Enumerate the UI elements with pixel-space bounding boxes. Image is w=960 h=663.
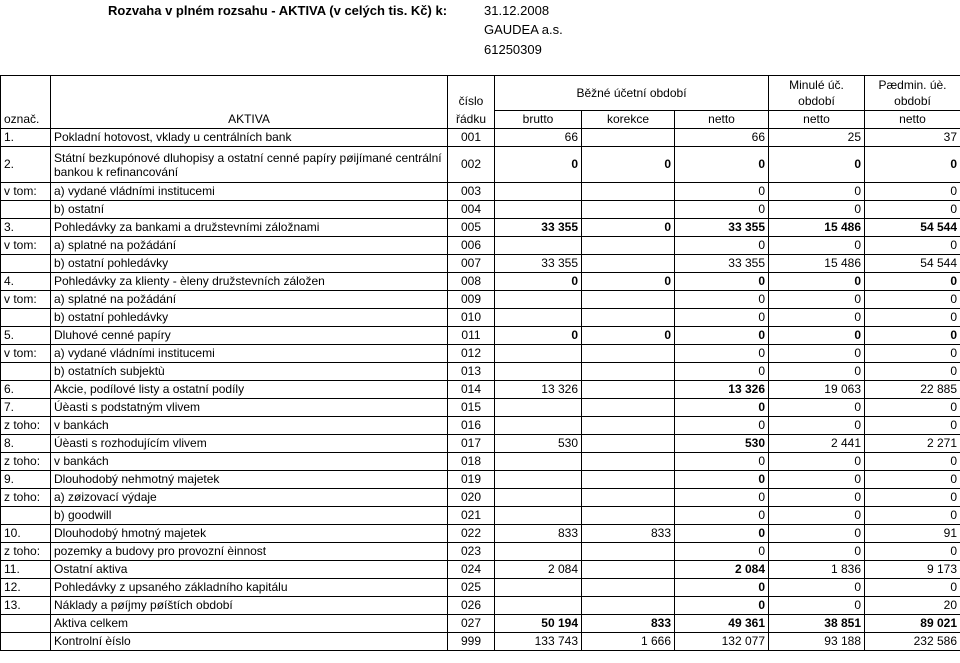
row-number: 014 bbox=[448, 381, 495, 399]
row-label: b) goodwill bbox=[51, 507, 448, 525]
value-korekce bbox=[582, 579, 675, 597]
value-netto-prev: 0 bbox=[769, 309, 865, 327]
value-brutto bbox=[495, 489, 582, 507]
table-row bbox=[1, 417, 960, 435]
value-netto-preprev: 232 586 bbox=[865, 633, 960, 651]
row-label: a) splatné na požádání bbox=[51, 291, 448, 309]
value-netto-preprev: 0 bbox=[865, 453, 960, 471]
row-code: z toho: bbox=[1, 417, 51, 435]
value-brutto bbox=[495, 363, 582, 381]
value-netto-prev: 2 441 bbox=[769, 435, 865, 453]
value-netto: 0 bbox=[675, 399, 769, 417]
value-korekce bbox=[582, 381, 675, 399]
value-netto-preprev: 22 885 bbox=[865, 381, 960, 399]
row-number: 019 bbox=[448, 471, 495, 489]
value-netto-prev: 0 bbox=[769, 273, 865, 291]
row-label: b) ostatních subjektù bbox=[51, 363, 448, 381]
row-label: b) ostatní pohledávky bbox=[51, 309, 448, 327]
table-row bbox=[1, 255, 960, 273]
table-row bbox=[1, 273, 960, 291]
value-korekce: 833 bbox=[582, 525, 675, 543]
row-label: a) vydané vládními institucemi bbox=[51, 183, 448, 201]
row-code: 11. bbox=[1, 561, 51, 579]
value-brutto: 0 bbox=[495, 147, 582, 183]
value-brutto bbox=[495, 471, 582, 489]
value-netto: 33 355 bbox=[675, 255, 769, 273]
value-brutto bbox=[495, 507, 582, 525]
row-label: v bankách bbox=[51, 453, 448, 471]
value-brutto: 66 bbox=[495, 129, 582, 147]
value-netto-preprev: 0 bbox=[865, 291, 960, 309]
value-netto-prev: 0 bbox=[769, 399, 865, 417]
row-code: v tom: bbox=[1, 291, 51, 309]
col-prev-period-2: období bbox=[769, 93, 865, 111]
value-netto-preprev: 0 bbox=[865, 471, 960, 489]
col-korekce: korekce bbox=[582, 111, 675, 129]
row-number: 011 bbox=[448, 327, 495, 345]
value-brutto: 0 bbox=[495, 327, 582, 345]
table-row bbox=[1, 561, 960, 579]
header-row-3 bbox=[1, 111, 960, 129]
row-code: 2. bbox=[1, 147, 51, 183]
row-label: Dlouhodobý hmotný majetek bbox=[51, 525, 448, 543]
table-row bbox=[1, 615, 960, 633]
row-code bbox=[1, 615, 51, 633]
value-netto-preprev: 0 bbox=[865, 417, 960, 435]
value-korekce bbox=[582, 309, 675, 327]
table-row bbox=[1, 291, 960, 309]
value-korekce: 833 bbox=[582, 615, 675, 633]
table-row bbox=[1, 507, 960, 525]
report-title-label: Rozvaha v plném rozsahu - AKTIVA (v celých tis. Kč) k: bbox=[108, 3, 448, 18]
row-code: 7. bbox=[1, 399, 51, 417]
row-number: 008 bbox=[448, 273, 495, 291]
value-brutto bbox=[495, 579, 582, 597]
value-netto-prev: 0 bbox=[769, 597, 865, 615]
value-netto-prev: 1 836 bbox=[769, 561, 865, 579]
row-number: 999 bbox=[448, 633, 495, 651]
value-netto-preprev: 0 bbox=[865, 309, 960, 327]
value-brutto: 133 743 bbox=[495, 633, 582, 651]
table-row bbox=[1, 579, 960, 597]
row-label: a) zøizovací výdaje bbox=[51, 489, 448, 507]
value-korekce bbox=[582, 291, 675, 309]
table-row bbox=[1, 381, 960, 399]
value-netto-preprev: 2 271 bbox=[865, 435, 960, 453]
value-netto: 0 bbox=[675, 291, 769, 309]
row-label: Dlouhodobý nehmotný majetek bbox=[51, 471, 448, 489]
row-code: 10. bbox=[1, 525, 51, 543]
value-netto: 0 bbox=[675, 453, 769, 471]
value-netto-preprev: 0 bbox=[865, 579, 960, 597]
row-number: 003 bbox=[448, 183, 495, 201]
row-label: Úèasti s rozhodujícím vlivem bbox=[51, 435, 448, 453]
table-row bbox=[1, 489, 960, 507]
row-label: Aktiva celkem bbox=[51, 615, 448, 633]
col-number-1: číslo bbox=[448, 93, 495, 111]
value-brutto: 0 bbox=[495, 273, 582, 291]
value-netto: 0 bbox=[675, 471, 769, 489]
value-netto-prev: 0 bbox=[769, 327, 865, 345]
value-netto-prev: 0 bbox=[769, 345, 865, 363]
value-netto-preprev: 0 bbox=[865, 327, 960, 345]
col-brutto: brutto bbox=[495, 111, 582, 129]
row-code: 1. bbox=[1, 129, 51, 147]
row-code: 6. bbox=[1, 381, 51, 399]
row-number: 009 bbox=[448, 291, 495, 309]
value-korekce bbox=[582, 183, 675, 201]
row-label: b) ostatní pohledávky bbox=[51, 255, 448, 273]
table-row bbox=[1, 327, 960, 345]
row-label: Akcie, podílové listy a ostatní podíly bbox=[51, 381, 448, 399]
value-netto: 2 084 bbox=[675, 561, 769, 579]
value-korekce: 0 bbox=[582, 273, 675, 291]
col-aktiva: AKTIVA bbox=[51, 111, 448, 129]
value-korekce bbox=[582, 363, 675, 381]
value-netto: 13 326 bbox=[675, 381, 769, 399]
report-date: 31.12.2008 bbox=[484, 3, 550, 18]
col-netto-preprev: netto bbox=[865, 111, 960, 129]
value-netto-prev: 0 bbox=[769, 507, 865, 525]
value-korekce bbox=[582, 237, 675, 255]
col-preprev-period-2: období bbox=[865, 93, 960, 111]
row-code: v tom: bbox=[1, 345, 51, 363]
value-netto: 0 bbox=[675, 363, 769, 381]
value-korekce bbox=[582, 435, 675, 453]
col-oznac: označ. bbox=[1, 111, 51, 129]
value-netto: 0 bbox=[675, 309, 769, 327]
row-code: z toho: bbox=[1, 543, 51, 561]
value-netto-preprev: 0 bbox=[865, 507, 960, 525]
value-netto-preprev: 0 bbox=[865, 201, 960, 219]
row-number: 023 bbox=[448, 543, 495, 561]
value-brutto bbox=[495, 291, 582, 309]
row-number: 018 bbox=[448, 453, 495, 471]
value-netto: 0 bbox=[675, 543, 769, 561]
row-number: 006 bbox=[448, 237, 495, 255]
value-korekce bbox=[582, 201, 675, 219]
row-number: 004 bbox=[448, 201, 495, 219]
value-brutto: 13 326 bbox=[495, 381, 582, 399]
value-brutto bbox=[495, 309, 582, 327]
row-code bbox=[1, 309, 51, 327]
row-number: 024 bbox=[448, 561, 495, 579]
header-row-2 bbox=[1, 93, 960, 111]
value-brutto bbox=[495, 543, 582, 561]
value-brutto bbox=[495, 183, 582, 201]
value-netto-prev: 0 bbox=[769, 363, 865, 381]
value-brutto bbox=[495, 345, 582, 363]
value-netto-prev: 0 bbox=[769, 579, 865, 597]
value-netto: 0 bbox=[675, 597, 769, 615]
value-korekce bbox=[582, 345, 675, 363]
value-brutto bbox=[495, 417, 582, 435]
row-label: Pohledávky za bankami a družstevními záložnami bbox=[51, 219, 448, 237]
value-netto: 0 bbox=[675, 525, 769, 543]
row-label: v bankách bbox=[51, 417, 448, 435]
table-row bbox=[1, 183, 960, 201]
table-row bbox=[1, 453, 960, 471]
value-netto-preprev: 91 bbox=[865, 525, 960, 543]
value-netto-preprev: 0 bbox=[865, 363, 960, 381]
row-code: v tom: bbox=[1, 183, 51, 201]
table-row bbox=[1, 471, 960, 489]
value-brutto: 530 bbox=[495, 435, 582, 453]
row-label: Dluhové cenné papíry bbox=[51, 327, 448, 345]
value-korekce bbox=[582, 453, 675, 471]
value-brutto: 33 355 bbox=[495, 219, 582, 237]
value-brutto bbox=[495, 597, 582, 615]
table-row bbox=[1, 219, 960, 237]
row-code bbox=[1, 633, 51, 651]
value-korekce bbox=[582, 489, 675, 507]
value-netto-prev: 0 bbox=[769, 489, 865, 507]
value-brutto bbox=[495, 201, 582, 219]
value-netto: 530 bbox=[675, 435, 769, 453]
value-netto-preprev: 0 bbox=[865, 399, 960, 417]
value-netto-preprev: 0 bbox=[865, 237, 960, 255]
value-netto-preprev: 37 bbox=[865, 129, 960, 147]
value-netto-prev: 0 bbox=[769, 543, 865, 561]
row-number: 013 bbox=[448, 363, 495, 381]
row-label: Náklady a pøíjmy pøíštích období bbox=[51, 597, 448, 615]
value-korekce bbox=[582, 471, 675, 489]
row-code: z toho: bbox=[1, 489, 51, 507]
row-number: 015 bbox=[448, 399, 495, 417]
value-netto: 0 bbox=[675, 579, 769, 597]
value-netto-preprev: 0 bbox=[865, 489, 960, 507]
row-label: Pohledávky za klienty - èleny družstevních záložen bbox=[51, 273, 448, 291]
value-netto-preprev: 0 bbox=[865, 543, 960, 561]
value-netto-prev: 93 188 bbox=[769, 633, 865, 651]
value-netto: 33 355 bbox=[675, 219, 769, 237]
value-netto: 49 361 bbox=[675, 615, 769, 633]
header-row-1 bbox=[1, 76, 960, 94]
row-code: 9. bbox=[1, 471, 51, 489]
row-code bbox=[1, 255, 51, 273]
value-netto-preprev: 54 544 bbox=[865, 219, 960, 237]
value-netto-prev: 0 bbox=[769, 147, 865, 183]
value-korekce bbox=[582, 129, 675, 147]
row-code: 12. bbox=[1, 579, 51, 597]
table-row bbox=[1, 597, 960, 615]
row-number: 022 bbox=[448, 525, 495, 543]
row-code: 3. bbox=[1, 219, 51, 237]
value-korekce bbox=[582, 561, 675, 579]
value-netto: 0 bbox=[675, 183, 769, 201]
value-korekce bbox=[582, 543, 675, 561]
value-korekce bbox=[582, 399, 675, 417]
table-row bbox=[1, 201, 960, 219]
value-brutto bbox=[495, 453, 582, 471]
row-code: z toho: bbox=[1, 453, 51, 471]
value-netto: 0 bbox=[675, 327, 769, 345]
value-netto-prev: 0 bbox=[769, 183, 865, 201]
value-netto: 0 bbox=[675, 489, 769, 507]
row-code: v tom: bbox=[1, 237, 51, 255]
value-brutto bbox=[495, 399, 582, 417]
row-number: 017 bbox=[448, 435, 495, 453]
row-label: a) vydané vládními institucemi bbox=[51, 345, 448, 363]
row-number: 005 bbox=[448, 219, 495, 237]
value-netto-prev: 0 bbox=[769, 237, 865, 255]
value-netto-prev: 19 063 bbox=[769, 381, 865, 399]
col-prev-period-1: Minulé úč. bbox=[769, 76, 865, 94]
value-netto-preprev: 54 544 bbox=[865, 255, 960, 273]
row-number: 001 bbox=[448, 129, 495, 147]
value-netto-preprev: 0 bbox=[865, 273, 960, 291]
row-label: Ostatní aktiva bbox=[51, 561, 448, 579]
row-label: Kontrolní èíslo bbox=[51, 633, 448, 651]
table-row bbox=[1, 399, 960, 417]
value-brutto: 33 355 bbox=[495, 255, 582, 273]
row-number: 007 bbox=[448, 255, 495, 273]
row-label: b) ostatní bbox=[51, 201, 448, 219]
table-row bbox=[1, 147, 960, 183]
row-code bbox=[1, 363, 51, 381]
value-netto-prev: 38 851 bbox=[769, 615, 865, 633]
value-netto-prev: 0 bbox=[769, 471, 865, 489]
balance-sheet-body bbox=[1, 129, 960, 651]
value-netto-preprev: 0 bbox=[865, 183, 960, 201]
value-brutto: 2 084 bbox=[495, 561, 582, 579]
value-netto: 0 bbox=[675, 147, 769, 183]
value-netto-prev: 0 bbox=[769, 201, 865, 219]
balance-sheet-table bbox=[0, 75, 960, 651]
table-row bbox=[1, 237, 960, 255]
table-row bbox=[1, 345, 960, 363]
row-label: pozemky a budovy pro provozní èinnost bbox=[51, 543, 448, 561]
col-netto: netto bbox=[675, 111, 769, 129]
row-number: 010 bbox=[448, 309, 495, 327]
table-row bbox=[1, 543, 960, 561]
value-korekce: 1 666 bbox=[582, 633, 675, 651]
table-row bbox=[1, 633, 960, 651]
value-netto: 0 bbox=[675, 237, 769, 255]
table-row bbox=[1, 435, 960, 453]
value-netto: 0 bbox=[675, 201, 769, 219]
value-netto-prev: 0 bbox=[769, 525, 865, 543]
row-code: 13. bbox=[1, 597, 51, 615]
row-number: 021 bbox=[448, 507, 495, 525]
row-code: 4. bbox=[1, 273, 51, 291]
row-label: Pohledávky z upsaného základního kapitálu bbox=[51, 579, 448, 597]
table-row bbox=[1, 363, 960, 381]
row-number: 012 bbox=[448, 345, 495, 363]
row-code bbox=[1, 507, 51, 525]
col-preprev-period-1: Pædmin. úè. bbox=[865, 76, 960, 94]
row-number: 026 bbox=[448, 597, 495, 615]
row-number: 002 bbox=[448, 147, 495, 183]
row-label: Státní bezkupónové dluhopisy a ostatní cenné papíry pøijímané centrální bankou k refinancování bbox=[51, 147, 448, 183]
row-number: 027 bbox=[448, 615, 495, 633]
col-netto-prev: netto bbox=[769, 111, 865, 129]
row-label: Pokladní hotovost, vklady u centrálních bank bbox=[51, 129, 448, 147]
value-korekce: 0 bbox=[582, 219, 675, 237]
value-netto-prev: 0 bbox=[769, 417, 865, 435]
value-netto-prev: 0 bbox=[769, 291, 865, 309]
value-korekce bbox=[582, 417, 675, 435]
row-number: 016 bbox=[448, 417, 495, 435]
row-label: a) splatné na požádání bbox=[51, 237, 448, 255]
value-netto: 132 077 bbox=[675, 633, 769, 651]
value-netto-preprev: 0 bbox=[865, 345, 960, 363]
row-number: 020 bbox=[448, 489, 495, 507]
row-number: 025 bbox=[448, 579, 495, 597]
value-netto: 0 bbox=[675, 417, 769, 435]
value-netto-prev: 25 bbox=[769, 129, 865, 147]
table-row bbox=[1, 309, 960, 327]
value-brutto: 833 bbox=[495, 525, 582, 543]
value-netto: 0 bbox=[675, 507, 769, 525]
col-current-period: Běžné účetní období bbox=[495, 76, 769, 111]
row-code: 5. bbox=[1, 327, 51, 345]
value-netto-preprev: 0 bbox=[865, 147, 960, 183]
col-number-2: řádku bbox=[448, 111, 495, 129]
row-code: 8. bbox=[1, 435, 51, 453]
value-netto-prev: 15 486 bbox=[769, 255, 865, 273]
row-label: Úèasti s podstatným vlivem bbox=[51, 399, 448, 417]
value-netto-preprev: 89 021 bbox=[865, 615, 960, 633]
value-korekce: 0 bbox=[582, 147, 675, 183]
row-code bbox=[1, 201, 51, 219]
value-netto: 66 bbox=[675, 129, 769, 147]
value-netto-prev: 15 486 bbox=[769, 219, 865, 237]
value-netto: 0 bbox=[675, 273, 769, 291]
value-brutto bbox=[495, 237, 582, 255]
value-korekce bbox=[582, 255, 675, 273]
value-netto-preprev: 9 173 bbox=[865, 561, 960, 579]
value-brutto: 50 194 bbox=[495, 615, 582, 633]
ic-value: 61250309 bbox=[484, 42, 542, 57]
value-netto: 0 bbox=[675, 345, 769, 363]
value-korekce bbox=[582, 597, 675, 615]
value-netto-prev: 0 bbox=[769, 453, 865, 471]
value-korekce: 0 bbox=[582, 327, 675, 345]
table-row bbox=[1, 129, 960, 147]
value-korekce bbox=[582, 507, 675, 525]
value-netto-preprev: 20 bbox=[865, 597, 960, 615]
table-row bbox=[1, 525, 960, 543]
entity-name: GAUDEA a.s. bbox=[484, 22, 563, 37]
